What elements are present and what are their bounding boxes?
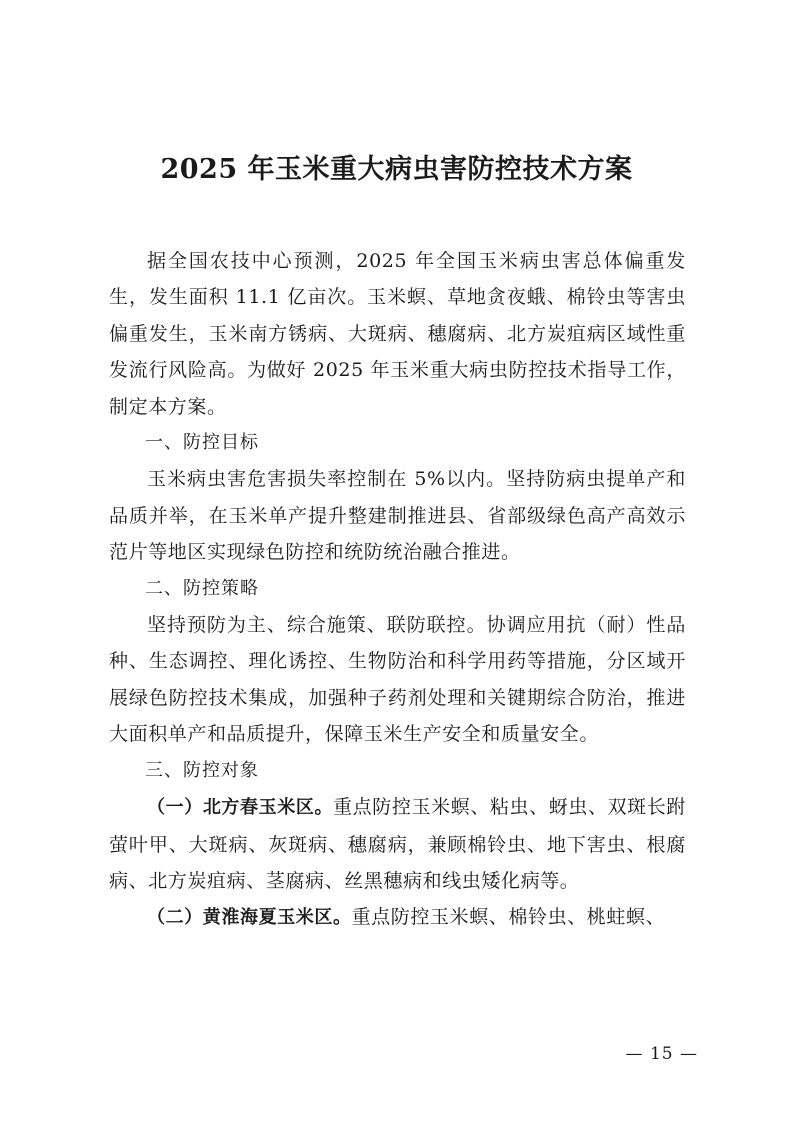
section-text-goals: 玉米病虫害危害损失率控制在 5%以内。坚持防病虫提单产和品质并举，在玉米单产提升整建制推进县、省部级绿色高产高效示范片等地区实现绿色防控和统防统治融合推进。 bbox=[109, 468, 686, 564]
document-body bbox=[109, 243, 686, 937]
subsection-text: 重点防控玉米螟、粘虫、蚜虫、双斑长跗萤叶甲、大斑病、灰斑病、穗腐病，兼顾棉铃虫、地下害虫、根腐病、北方炭疽病、茎腐病、丝黑穗病和线虫矮化病等。 bbox=[109, 796, 686, 892]
subsection-text: 重点防控玉米螟、棉铃虫、桃蛀螟、 bbox=[351, 906, 666, 929]
section-heading-targets: 三、防控对象 bbox=[145, 759, 259, 781]
intro-paragraph: 据全国农技中心预测，2025 年全国玉米病虫害总体偏重发生，发生面积 11.1 亿亩次。玉米螟、草地贪夜蛾、棉铃虫等害虫偏重发生，玉米南方锈病、大斑病、穗腐病、北方炭疽病区域性重发流行风险高。为做好 2025 年玉米重大病虫防控技术指导工作，制定本方案。 bbox=[109, 250, 686, 418]
subsection-north-spring bbox=[109, 789, 686, 899]
subsection-label: （一）北方春玉米区。 bbox=[147, 797, 334, 819]
page-number: — 15 — bbox=[625, 1044, 698, 1064]
subsection-huanghuaihai-summer bbox=[109, 899, 686, 936]
section-text-strategy: 坚持预防为主、综合施策、联防联控。协调应用抗（耐）性品种、生态调控、理化诱控、生物防治和科学用药等措施，分区域开展绿色防控技术集成，加强种子药剂处理和关键期综合防治，推进大面积单产和品质提升，保障玉米生产安全和质量安全。 bbox=[109, 614, 686, 746]
page-title: 2025 年玉米重大病虫害防控技术方案 bbox=[160, 154, 633, 185]
section-heading-strategy: 二、防控策略 bbox=[145, 577, 259, 599]
section-heading-goals: 一、防控目标 bbox=[145, 432, 259, 454]
subsection-label: （二）黄淮海夏玉米区。 bbox=[147, 907, 352, 929]
